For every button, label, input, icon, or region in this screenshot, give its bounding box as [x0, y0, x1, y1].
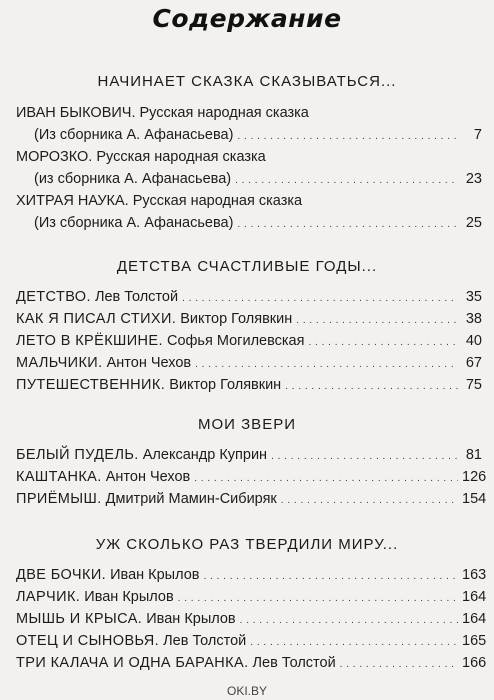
page-number: 164: [462, 611, 487, 627]
entry-author: Виктор Голявкин: [180, 311, 293, 327]
dot-leader: [271, 444, 458, 468]
section-heading: ДЕТСТВА СЧАСТЛИВЫЕ ГОДЫ...: [116, 258, 378, 275]
toc-entry[interactable]: [16, 374, 482, 396]
dot-leader: [237, 212, 458, 236]
entry-title: КАК Я ПИСАЛ СТИХИ.: [16, 311, 177, 327]
dot-leader: [178, 586, 458, 610]
page-number: 126: [462, 469, 487, 485]
dot-leader: [195, 352, 458, 376]
dot-leader: [281, 488, 458, 512]
entry-title: ДЕТСТВО.: [16, 289, 91, 305]
entry-title: КАШТАНКА.: [16, 469, 102, 485]
entry-title: ИВАН БЫКОВИЧ.: [16, 105, 136, 121]
entry-title: ОТЕЦ И СЫНОВЬЯ.: [16, 633, 160, 649]
dot-leader: [340, 652, 458, 676]
entry-subtitle: (Из сборника А. Афанасьева): [34, 215, 234, 231]
toc-entry[interactable]: [16, 630, 487, 652]
page-number: 165: [462, 633, 487, 649]
toc-entry[interactable]: [16, 488, 487, 510]
entry-author: Лев Толстой: [252, 655, 336, 671]
entry-title: ПРИЁМЫШ.: [16, 491, 102, 507]
page-number: 23: [465, 171, 482, 187]
toc-entry[interactable]: [16, 586, 487, 608]
page-number: 164: [462, 589, 487, 605]
watermark-text: OKI.BY: [226, 684, 267, 698]
entry-author: Виктор Голявкин: [169, 377, 282, 393]
page-number: 163: [462, 567, 487, 583]
entry-description: Русская народная сказка: [132, 193, 303, 209]
section-heading: УЖ СКОЛЬКО РАЗ ТВЕРДИЛИ МИРУ...: [95, 536, 399, 553]
page-number: 25: [465, 215, 482, 231]
dot-leader: [194, 466, 458, 490]
toc-entry[interactable]: [16, 330, 482, 352]
page-number: 75: [465, 377, 482, 393]
entry-author: Антон Чехов: [106, 355, 192, 371]
page-number: 81: [465, 447, 482, 463]
toc-entry[interactable]: [16, 168, 482, 190]
dot-leader: [285, 374, 458, 398]
entry-title: ХИТРАЯ НАУКА.: [16, 193, 129, 209]
toc-entry[interactable]: [16, 564, 487, 586]
dot-leader: [204, 564, 459, 588]
dot-leader: [235, 168, 458, 192]
toc-entry-title-line: [16, 102, 309, 124]
page-number: 166: [462, 655, 487, 671]
toc-entry[interactable]: [16, 352, 482, 374]
dot-leader: [250, 630, 458, 654]
section-heading: НАЧИНАЕТ СКАЗКА СКАЗЫВАТЬСЯ...: [97, 73, 397, 90]
toc-entry[interactable]: [16, 286, 482, 308]
section-heading: МОИ ЗВЕРИ: [198, 416, 296, 433]
entry-author: Лев Толстой: [163, 633, 247, 649]
entry-author: Антон Чехов: [105, 469, 191, 485]
entry-author: Иван Крылов: [146, 611, 236, 627]
page-number: 35: [465, 289, 482, 305]
entry-subtitle: (Из сборника А. Афанасьева): [34, 127, 234, 143]
toc-entry[interactable]: [16, 444, 482, 466]
entry-title: ПУТЕШЕСТВЕННИК.: [16, 377, 166, 393]
dot-leader: [240, 608, 458, 632]
entry-title: МАЛЬЧИКИ.: [16, 355, 103, 371]
toc-entry[interactable]: [16, 466, 487, 488]
entry-title: ЛАРЧИК.: [16, 589, 81, 605]
page-number: 67: [465, 355, 482, 371]
dot-leader: [296, 308, 458, 332]
toc-entry[interactable]: [16, 212, 482, 234]
entry-author: Софья Могилевская: [166, 333, 305, 349]
entry-title: ТРИ КАЛАЧА И ОДНА БАРАНКА.: [16, 655, 249, 671]
page-number: 7: [473, 127, 482, 143]
entry-author: Александр Куприн: [142, 447, 268, 463]
entry-title: МЫШЬ И КРЫСА.: [16, 611, 143, 627]
entry-title: ДВЕ БОЧКИ.: [16, 567, 107, 583]
entry-subtitle: (из сборника А. Афанасьева): [34, 171, 232, 187]
toc-entry[interactable]: [16, 308, 482, 330]
entry-description: Русская народная сказка: [96, 149, 266, 165]
entry-author: Иван Крылов: [110, 567, 200, 583]
page-number: 40: [465, 333, 482, 349]
toc-entry-title-line: [16, 190, 302, 212]
entry-title: БЕЛЫЙ ПУДЕЛЬ.: [16, 447, 139, 463]
dot-leader: [308, 330, 458, 354]
entry-title: ЛЕТО В КРЁКШИНЕ.: [16, 333, 163, 349]
entry-author: Иван Крылов: [84, 589, 174, 605]
entry-author: Дмитрий Мамин-Сибиряк: [105, 491, 277, 507]
page-title: Содержание: [152, 4, 342, 33]
toc-entry-title-line: [16, 146, 266, 168]
entry-description: Русская народная сказка: [139, 105, 309, 121]
entry-author: Лев Толстой: [94, 289, 179, 305]
page-number: 154: [462, 491, 487, 507]
dot-leader: [182, 286, 458, 310]
toc-entry[interactable]: [16, 652, 487, 674]
page-number: 38: [465, 311, 482, 327]
toc-entry[interactable]: [16, 608, 487, 630]
toc-entry[interactable]: [16, 124, 482, 146]
entry-title: МОРОЗКО.: [16, 149, 93, 165]
dot-leader: [237, 124, 458, 148]
